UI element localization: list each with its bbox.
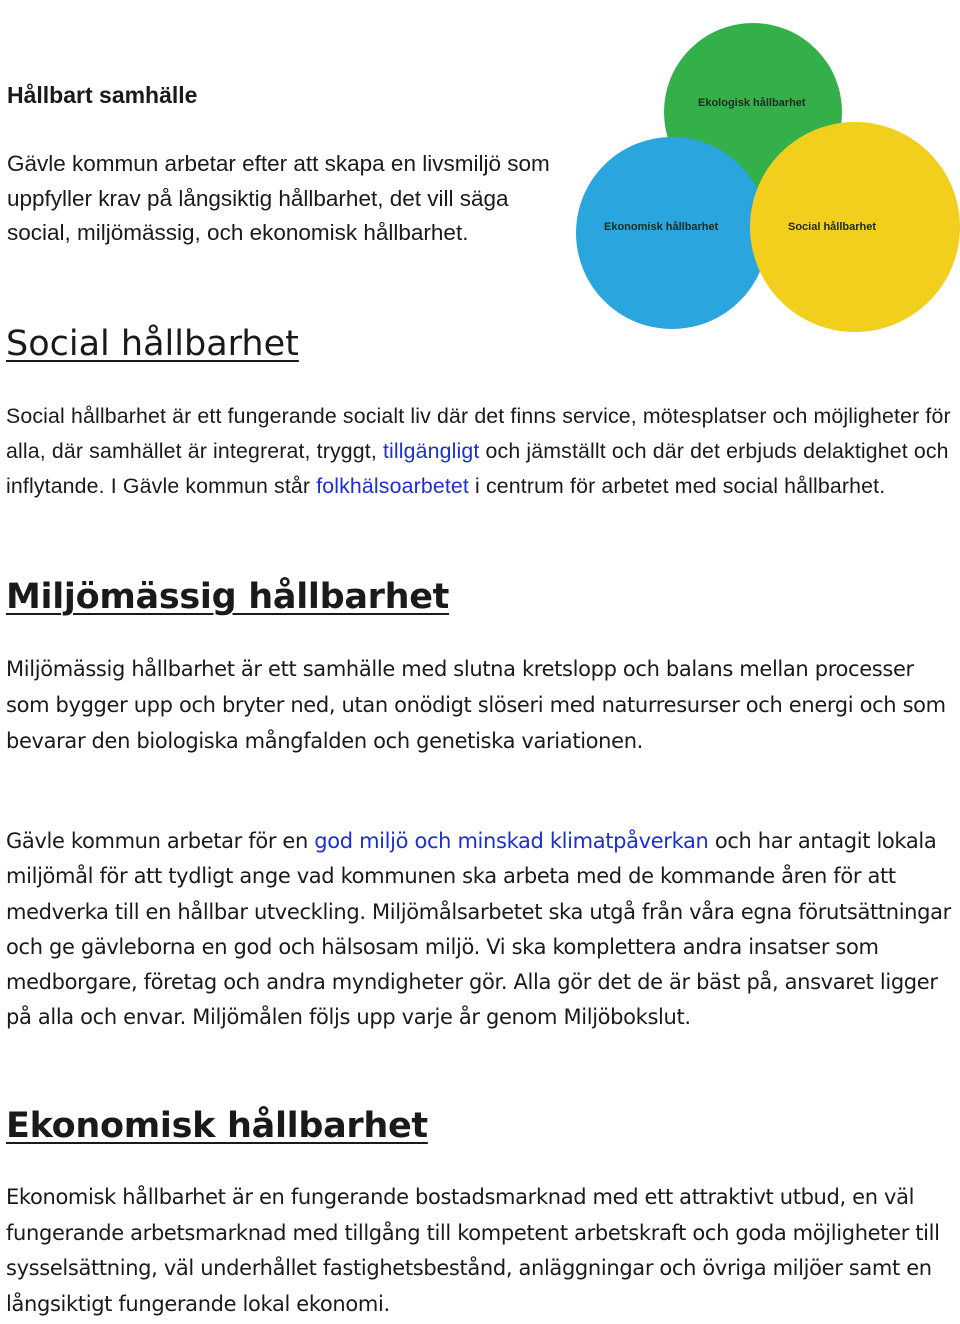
miljo-title: Miljömässig hållbarhet: [6, 577, 450, 617]
ekonomi-paragraph: Ekonomisk hållbarhet är en fungerande bostadsmarknad med ett attraktivt utbud, en väl fungerande arbetsmarknad med tillgång till kompetent arbetskraft och goda möjligheter till sysselsättning, väl underhållet fastighetsbestånd, anläggningar och övriga miljöer samt en långsiktigt fungerande lokal ekonomi.: [6, 1185, 940, 1316]
intro-text: Gävle kommun arbetar efter att skapa en livsmiljö som uppfyller krav på långsiktig hållbarhet, det vill säga social, miljömässig, och ekonomisk hållbarhet.: [7, 151, 550, 245]
miljo-paragraph-1: Miljömässig hållbarhet är ett samhälle med slutna kretslopp och balans mellan processer som bygger upp och bryter ned, utan onödigt slöseri med naturresurser och energi och som bevarar den biologiska mångfalden och genetiska variationen.: [6, 657, 946, 753]
social-paragraph: [6, 399, 956, 505]
sustainability-venn-diagram: [570, 18, 960, 336]
social-title: Social hållbarhet: [6, 324, 299, 364]
social-text-2: och jämställt och där det erbjuds delaktighet och inflytande. I Gävle kommun står: [6, 439, 949, 499]
link-tillgangligt[interactable]: tillgängligt: [382, 439, 480, 464]
miljo-p2-text-1: Gävle kommun arbetar för en: [6, 829, 315, 853]
link-folkhalsoarbetet[interactable]: folkhälsoarbetet: [316, 474, 469, 499]
miljo-paragraph-2: [6, 824, 956, 1036]
link-god-miljo[interactable]: god miljö och minskad klimatpåverkan: [314, 829, 709, 853]
social-label: Social hållbarhet: [788, 221, 877, 233]
miljo-p2-text-2: och har antagit lokala miljömål för att tydligt ange vad kommunen ska arbeta med de kommande åren för att medverka till en hållbar utveckling. Miljömålsarbetet ska utgå från våra egna förutsättningar och ge gävleborna en god och hälsosam miljö. Vi ska komplettera andra insatser som medborgare, företag och andra myndigheter gör. Alla gör det de är bäst på, ansvaret ligger på alla och envar. Miljömålen följs upp varje år genom Miljöbokslut.: [6, 829, 951, 1030]
ekonomi-title: Ekonomisk hållbarhet: [6, 1106, 428, 1146]
social-text-3: i centrum för arbetet med social hållbarhet.: [468, 474, 886, 499]
economic-circle: [576, 137, 768, 329]
ecological-label: Ekologisk hållbarhet: [698, 97, 806, 109]
economic-label: Ekonomisk hållbarhet: [604, 221, 719, 233]
intro-title: Hållbart samhälle: [7, 82, 198, 108]
social-text-1: Social hållbarhet är ett fungerande socialt liv där det finns service, mötesplatser och möjligheter för alla, där samhället är integrerat, tryggt,: [6, 404, 951, 464]
